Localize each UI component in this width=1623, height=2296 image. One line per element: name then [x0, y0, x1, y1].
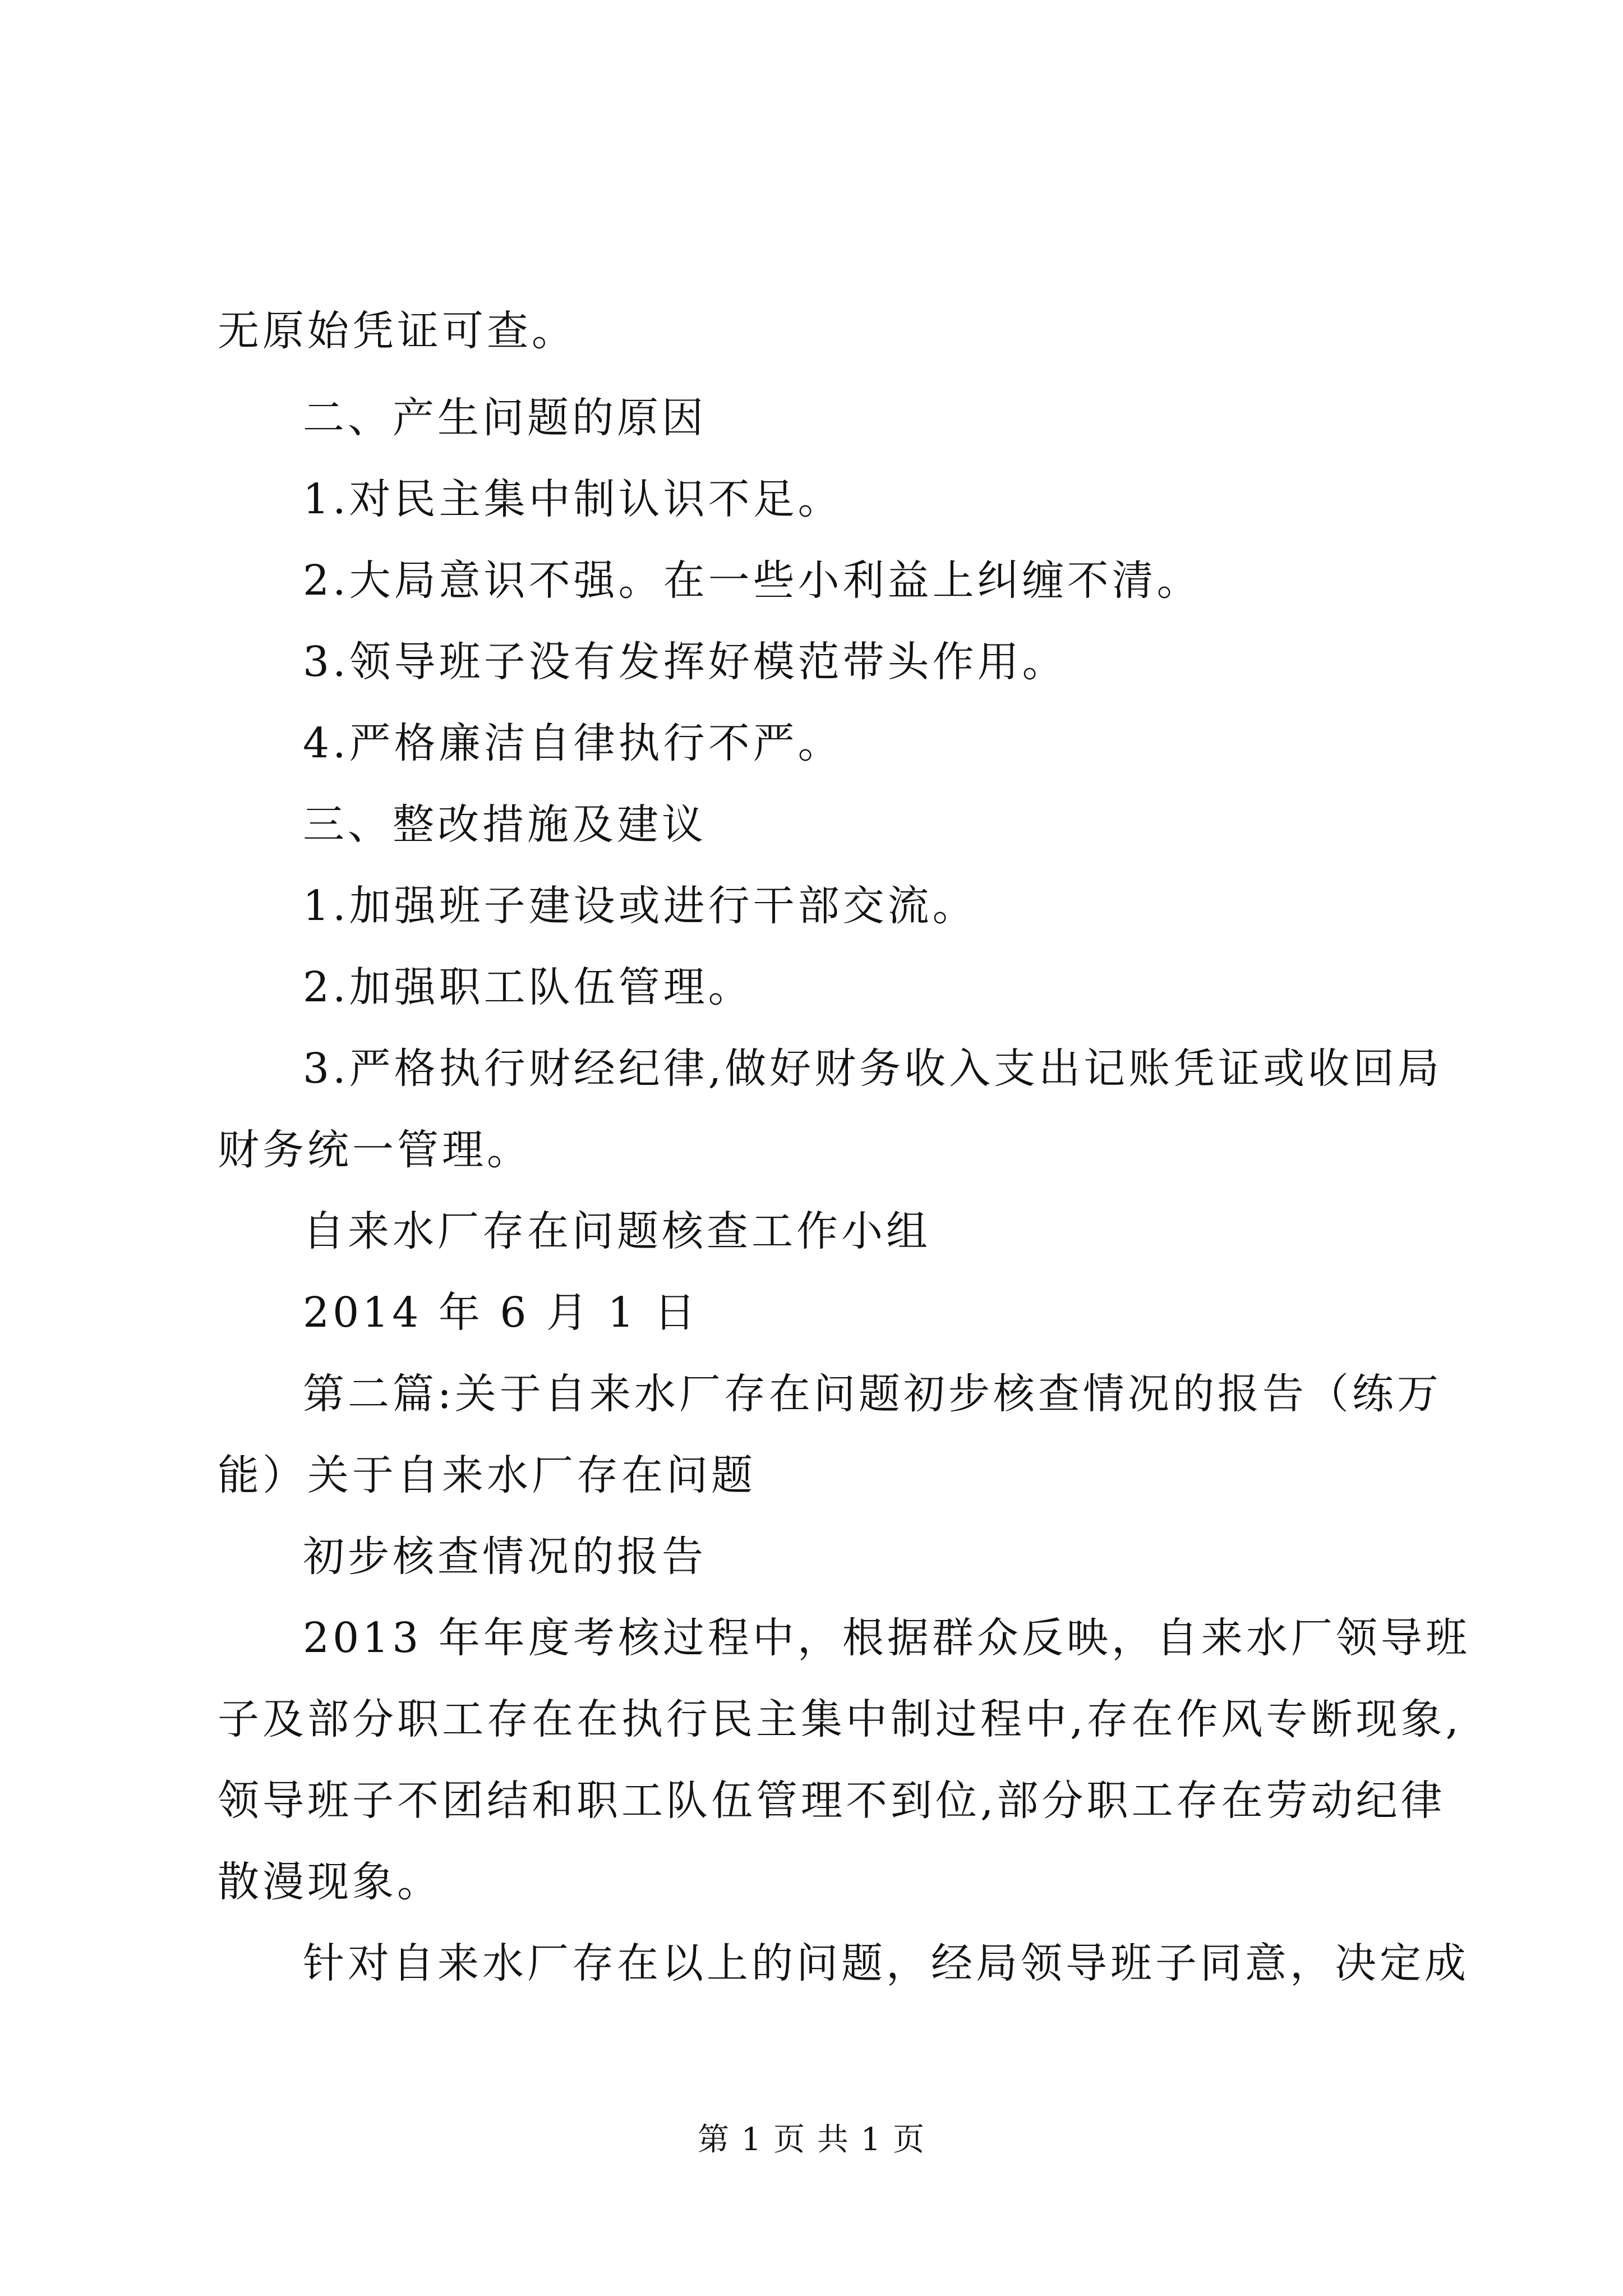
text-line-20: 散漫现象。: [218, 1858, 442, 1906]
text-line-4: 2.大局意识不强。在一些小利益上纠缠不清。: [303, 556, 1202, 605]
text-line-14: 第二篇:关于自来水厂存在问题初步核查情况的报告（练万: [303, 1370, 1442, 1418]
text-line-21: 针对自来水厂存在以上的问题，经局领导班子同意，决定成: [303, 1939, 1469, 1987]
text-line-1: 无原始凭证可查。: [218, 307, 577, 355]
page-footer: 第 1 页 共 1 页: [697, 2122, 926, 2158]
text-line-19: 领导班子不团结和职工队伍管理不到位,部分职工存在劳动纪律: [218, 1777, 1446, 1825]
text-line-10: 3.严格执行财经纪律,做好财务收入支出记账凭证或收回局: [303, 1045, 1443, 1093]
text-line-15: 能）关于自来水厂存在问题: [218, 1451, 756, 1499]
section-heading-causes: 二、产生问题的原因: [303, 394, 707, 442]
signature-group: 自来水厂存在问题核查工作小组: [303, 1207, 931, 1255]
text-line-3: 1.对民主集中制认识不足。: [303, 475, 843, 523]
signature-date: 2014 年 6 月 1 日: [303, 1289, 699, 1337]
text-line-9: 2.加强职工队伍管理。: [303, 963, 753, 1011]
section-heading-measures: 三、整改措施及建议: [303, 800, 707, 849]
report-title: 初步核查情况的报告: [303, 1533, 707, 1581]
text-line-17: 2013 年年度考核过程中，根据群众反映，自来水厂领导班: [303, 1614, 1470, 1662]
text-line-6: 4.严格廉洁自律执行不严。: [303, 719, 843, 767]
text-line-8: 1.加强班子建设或进行干部交流。: [303, 882, 978, 930]
text-line-11: 财务统一管理。: [218, 1126, 532, 1174]
text-line-5: 3.领导班子没有发挥好模范带头作用。: [303, 638, 1067, 686]
text-line-18: 子及部分职工存在在执行民主集中制过程中,存在作风专断现象,: [218, 1695, 1463, 1743]
